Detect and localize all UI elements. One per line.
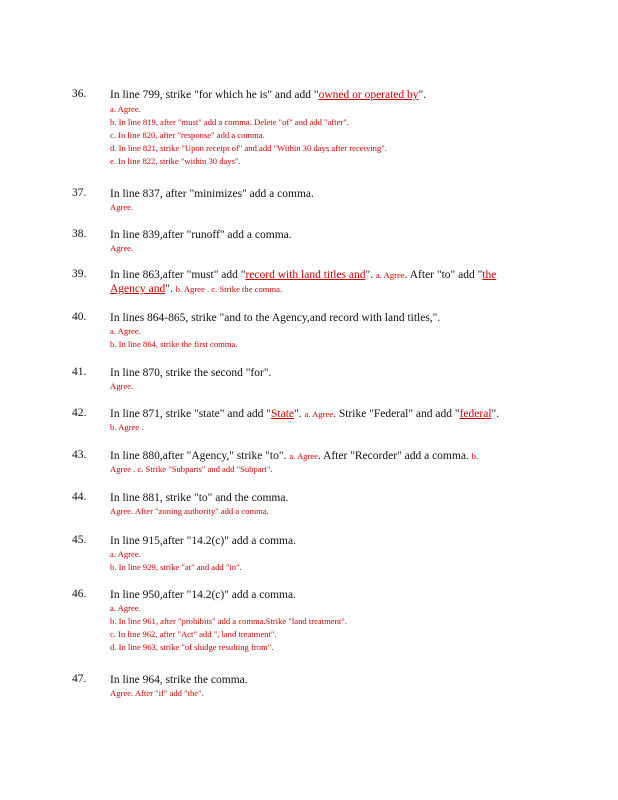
- comment-line: Agree.: [110, 381, 134, 391]
- comment-inline: b. Agree . c. Strike the comma.: [175, 284, 283, 294]
- item-text-pre: In line 871, strike "state" and add ": [110, 408, 271, 420]
- comment-line: a. Agree.: [110, 104, 141, 114]
- comment-line: b. In line 864, strike the first comma.: [110, 339, 238, 349]
- item-text: In line 881, strike "to" and the comma.: [110, 492, 289, 504]
- comment-inline: b.: [471, 451, 479, 461]
- item-text: In line 870, strike the second "for".: [110, 367, 272, 379]
- item-text-pre: In line 880,after "Agency," strike "to".: [110, 450, 287, 462]
- comment-line: a. Agree.: [110, 326, 141, 336]
- item-number: 46.: [72, 588, 87, 600]
- item-text: In line 964, strike the comma.: [110, 674, 248, 686]
- inserted-text: Agency and: [110, 283, 166, 295]
- item-text: [110, 449, 550, 463]
- comment-line: c. In line 820, after "response" add a comma.: [110, 130, 265, 140]
- item-number: 43.: [72, 449, 87, 461]
- comment-inline: a. Agree: [375, 270, 405, 280]
- inserted-text: the: [482, 269, 497, 281]
- item-text-post: ".: [165, 283, 173, 295]
- item-text-tail: . After "Recorder" add a comma.: [317, 450, 469, 462]
- comment-line: Agree.: [110, 243, 134, 253]
- comment-line: a. Agree.: [110, 549, 141, 559]
- item-text-post: ".: [491, 408, 500, 420]
- item-text: In lines 864-865, strike "and to the Agency,and record with land titles,".: [110, 312, 441, 324]
- inserted-text: record with land titles and: [245, 269, 366, 281]
- comment-line: b. Agree .: [110, 422, 144, 432]
- item-number: 37.: [72, 187, 87, 199]
- comment-line: Agree. After "zoning authority" add a comma.: [110, 506, 269, 516]
- comment-inline: a. Agree: [304, 409, 334, 419]
- item-text: In line 915,after "14.2(c)" add a comma.: [110, 535, 296, 547]
- comment-line: d. In line 821, strike "Upon receipt of" and add "Within 30 days after receiving".: [110, 143, 387, 153]
- item-text-tail: . Strike "Federal" and add ": [333, 408, 460, 420]
- comment-line: e. In line 822, strike "within 30 days".: [110, 156, 241, 166]
- inserted-text: owned or operated by: [318, 89, 419, 101]
- item-text: [110, 268, 550, 282]
- item-text-line2: [110, 282, 550, 296]
- item-text: In line 839,after "runoff" add a comma.: [110, 229, 292, 241]
- item-text-post: ".: [294, 408, 302, 420]
- item-text: In line 950,after "14.2(c)" add a comma.: [110, 589, 296, 601]
- comment-line: d. In line 963, strike "of sludge resulting from".: [110, 642, 274, 652]
- comment-line: a. Agree.: [110, 603, 141, 613]
- comment-line: b. In line 961, after "prohibits" add a comma.Strike "land treatment".: [110, 616, 347, 626]
- item-number: 47.: [72, 673, 87, 685]
- item-text-post: ".: [418, 89, 427, 101]
- item-number: 39.: [72, 268, 87, 280]
- item-text-pre: In line 799, strike "for which he is" and add ": [110, 89, 319, 101]
- inserted-text: State: [271, 408, 294, 420]
- item-text-pre: In line 863,after "must" add ": [110, 269, 246, 281]
- item-number: 36.: [72, 88, 87, 100]
- item-text: In line 837, after "minimizes" add a comma.: [110, 188, 314, 200]
- comment-line: Agree.: [110, 202, 134, 212]
- comment-line: Agree. After "if" add "the".: [110, 688, 204, 698]
- item-number: 45.: [72, 534, 87, 546]
- comment-inline: a. Agree: [289, 451, 318, 461]
- item-number: 38.: [72, 228, 87, 240]
- item-number: 44.: [72, 491, 87, 503]
- comment-line: b. In line 819, after "must" add a comma. Delete "of" and add "after".: [110, 117, 349, 127]
- comment-line: b. In line 929, strike "at" and add "in".: [110, 562, 242, 572]
- comment-line: Agree . c. Strike "Subparts" and add "Subpart".: [110, 464, 273, 474]
- item-text: [110, 407, 550, 421]
- comment-line: c. In line 962, after "Act" add ", land treatment".: [110, 629, 277, 639]
- item-text-tail: . After "to" add ": [404, 269, 483, 281]
- item-text-post: ".: [365, 269, 374, 281]
- item-number: 42.: [72, 407, 87, 419]
- item-number: 40.: [72, 311, 87, 323]
- item-number: 41.: [72, 366, 87, 378]
- item-text: [110, 88, 550, 102]
- inserted-text: federal: [459, 408, 492, 420]
